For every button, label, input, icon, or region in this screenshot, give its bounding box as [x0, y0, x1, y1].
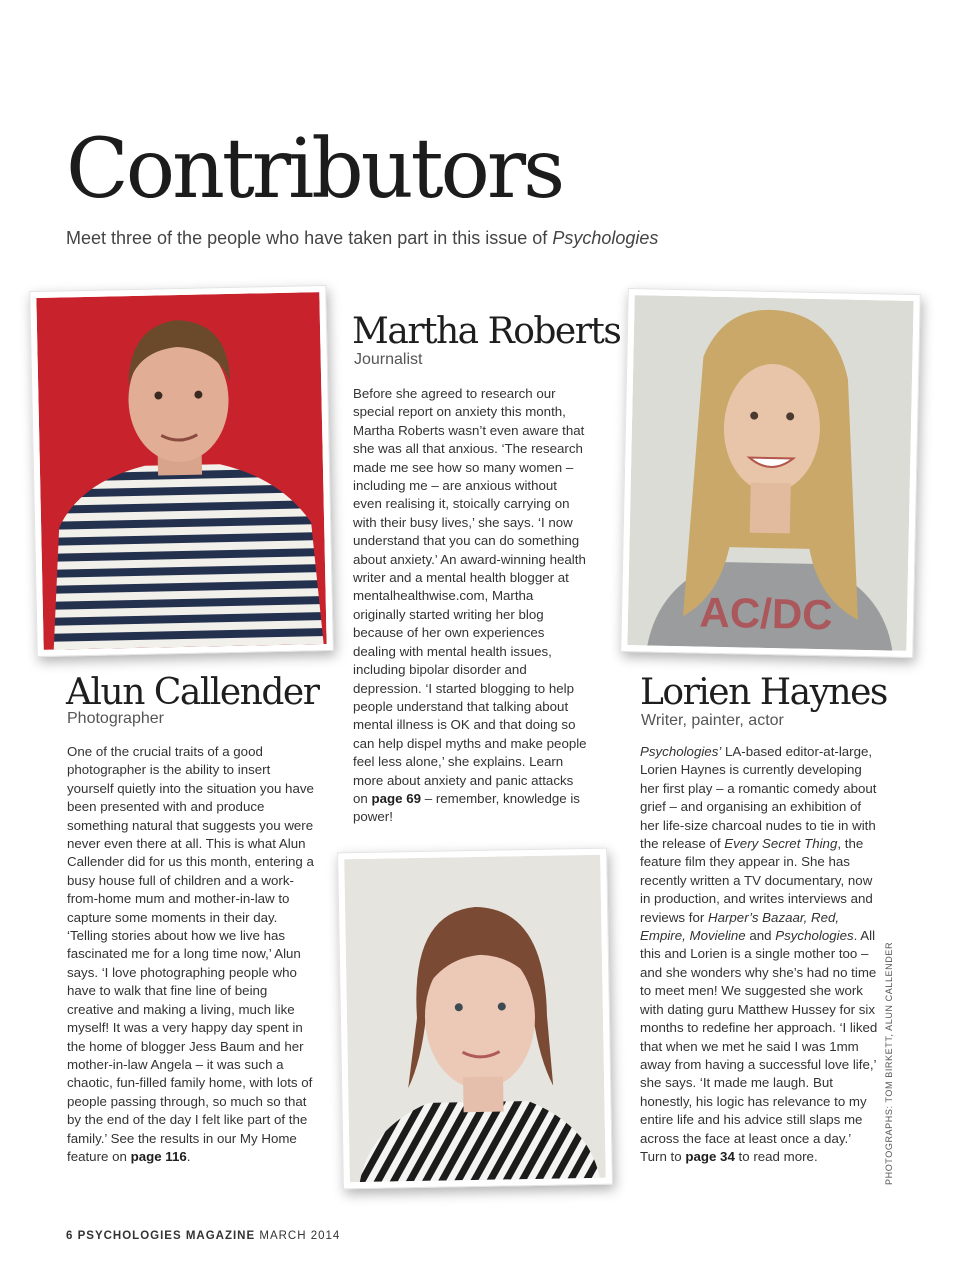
alun-bio-text: One of the crucial traits of a good photographer is the ability to insert yourself quietly into the situation you have been presented with and produce something natural that suggests you were never even there at all. This is what Alun Callender did for us this month, entering a busy house full of children and a work-from-home mum and mother-in-law to capture some moments in their day. ‘Telling stories about how we live has fascinated me for a long time now,’ Alun says. ‘I love photographing people who have to walk that fine line of being creative and making a living, much like myself! It was a very happy day spent in the home of blogger Jess Baum and her mother-in-law Angela – it was such a chaotic, fun-filled family home, with lots of people passing through, so much so that by the end of the day I felt like part of the family.’ See the results in our My Home feature on: [67, 744, 314, 1164]
alun-photo: [29, 285, 334, 657]
lorien-portrait: [627, 295, 913, 651]
lorien-bio-italic-3: Harper’s Bazaar, Red, Empire, Movieline: [640, 909, 840, 944]
lorien-bio-italic-1: Psychologies’: [640, 744, 722, 759]
page-title: Contributors: [66, 122, 563, 217]
alun-page-ref: page 116: [130, 1148, 187, 1164]
lorien-bio: [640, 743, 880, 1166]
page-number: 6: [66, 1230, 74, 1242]
martha-bio-text: Before she agreed to research our special report on anxiety this month, Martha Roberts wasn’t even aware that she was all that anxious. ‘The research made me see how so many women – including me – are anxious without even realising it, stoically carrying on with their busy lives,’ she says. ‘I now understand that you can do something about anxiety.’ An award-winning health writer and a mental health blogger at mentalhealthwise.com, Martha originally started writing her blog because of her own experiences dealing with mental health issues, including bipolar disorder and depression. ‘I started blogging to help people understand that talking about mental illness is OK and that doing so can help dispel myths and make people feel less alone,’ she explains. Learn more about anxiety and panic attacks on: [353, 386, 587, 806]
magazine-name: PSYCHOLOGIES MAGAZINE: [77, 1230, 256, 1242]
martha-bio-end: – remember, knowledge is power!: [353, 790, 580, 825]
lorien-bio-text-3: and: [745, 928, 776, 944]
subtitle-text: Meet three of the people who have taken part in this issue of: [66, 228, 553, 248]
lorien-photo: [620, 288, 921, 658]
photo-credit: PHOTOGRAPHS: TOM BIRKETT, ALUN CALLENDER: [884, 941, 894, 1185]
lorien-page-ref: page 34: [685, 1148, 735, 1164]
lorien-bio-italic-4: Psychologies: [775, 928, 854, 944]
alun-name: Alun Callender: [66, 672, 319, 713]
lorien-bio-italic-2: Every Secret Thing: [724, 836, 838, 852]
martha-photo: [337, 848, 613, 1190]
subtitle-magazine: Psychologies: [552, 228, 659, 248]
martha-bio: [353, 385, 589, 827]
lorien-bio-end: to read more.: [734, 1148, 818, 1164]
lorien-bio-text-1: LA-based editor-at-large, Lorien Haynes is currently developing her first play – a romantic comedy about grief – and organising an exhibition of her life-size charcoal nudes to tie in with the release of: [640, 744, 877, 852]
lorien-name: Lorien Haynes: [640, 672, 887, 713]
martha-role: Journalist: [354, 351, 423, 368]
page-subtitle: [66, 228, 658, 249]
alun-portrait: [36, 292, 326, 650]
alun-bio-end: .: [186, 1148, 191, 1164]
lorien-role: Writer, painter, actor: [641, 712, 784, 729]
svg-text:AC/DC: AC/DC: [699, 588, 834, 639]
lorien-bio-text-4: . All this and Lorien is a single mother too – and she wonders why she’s had no time to meet men! We suggested she work with dating guru Matthew Hussey for six months to redefine her approach. ‘I liked that when we met he said I was 1mm away from having a successful love life,’ she says. ‘It made me laugh. But honestly, his logic has relevance to my entire life and his advice still slaps me across the face at least once a day.’ Turn to: [640, 928, 878, 1164]
martha-portrait: [344, 855, 606, 1182]
page-footer: [66, 1230, 340, 1242]
alun-role: Photographer: [67, 710, 164, 727]
issue-date: MARCH 2014: [259, 1230, 341, 1242]
martha-page-ref: page 69: [371, 790, 422, 806]
lorien-bio-text-2: , the feature film they appear in. She has recently written a TV documentary, now in production, and writes interviews and reviews for: [640, 836, 873, 925]
martha-name: Martha Roberts: [352, 311, 621, 352]
alun-bio: [67, 743, 317, 1166]
